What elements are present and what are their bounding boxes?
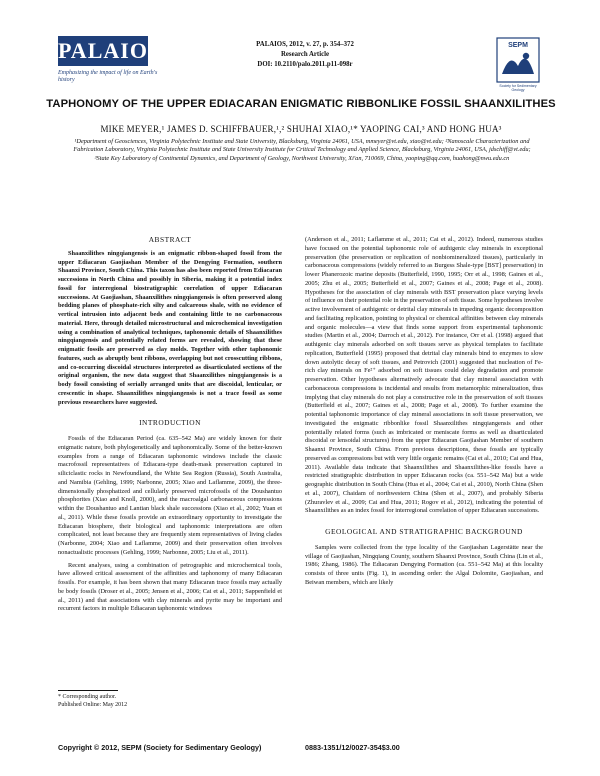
corresponding-author-note: * Corresponding author.: [58, 694, 117, 700]
sepm-emblem-icon: [493, 36, 543, 84]
sepm-sub-label: Society for Sedimentary Geology: [499, 84, 537, 92]
geology-paragraph-1: Samples were collected from the type locality of the Gaojiashan Lagerstätte near the village of Gaojiashan, Ningqiang County, southern Shaanxi Province, South China (Lin et al., 1986; Zhang, 1986). The Ediacaran Dengying Formation (ca. 551–542 Ma) at this locality consists of three units (Fig. 1), in ascending order: the Algal Dolomite, Gaojiashan, and Beiwan members, which are likely: [305, 543, 543, 586]
intro-paragraph-1: Fossils of the Ediacaran Period (ca. 635–542 Ma) are widely known for their enigmatic nature, both phylogenetically and taphonomically. Some of the better-known examples from a range of Ediacaran taphonomic windows include the classic macrofossil representatives of Ediacara-type death-mask preservation captured in siliciclastic rocks in Newfoundland, the White Sea Region (Russia), South Australia, and Namibia (Gehling, 1999; Narbonne, 2005; Xiao and Laflamme, 2009), the three-dimensionally phosphatized and cellularly preserved microfossils of the Doushantuo phosphorites (Xiao and Knoll, 2000), and the macroalgal carbonaceous compressions within the Doushantuo and Lantian black shale successions (Xiao et al., 2002; Yuan et al., 2011). While these fossils provide an extraordinary opportunity to investigate the Ediacaran biosphere, their biological and taphonomic interpretations are often complicated, not least because they are frequently stem representatives of living clades (Narbonne, 2004; Xiao and Laflamme, 2009) and their preservation often involves nonactualistic processes (Gehling, 1999; Narbonne, 2005; Liu et al., 2011).: [58, 435, 282, 556]
left-column: [58, 236, 282, 614]
introduction-heading: INTRODUCTION: [139, 418, 201, 428]
sepm-logo: [493, 36, 543, 92]
copyright-notice: Copyright © 2012, SEPM (Society for Sedimentary Geology): [58, 743, 262, 752]
citation: PALAIOS, 2012, v. 27, p. 354–372: [256, 41, 354, 48]
abstract-heading: ABSTRACT: [148, 235, 192, 244]
right-paragraph-1: (Anderson et al., 2011; Laflamme et al., 2011; Cai et al., 2012). Indeed, numerous studies have focused on the potential taphonomic role of authigenic clay minerals in exceptional preservation (the preservation or replication of nonbiomineralized tissues), particularly in carbonaceous compressions (widely referred to as Burgess Shale-type [BST] preservation) in lower Phanerozoic marine deposits (Butterfield, 1990, 1995; Orr et al., 1998; Gaines et al., 2005; Zhu et al., 2005; Butterfield et al., 2007; Gaines et al., 2008; Page et al., 2008). Hypotheses for the association of clay minerals with BST preservation place varying levels of influence on their potential role in the preservation of soft tissue. Some hypotheses involve active involvement of authigenic or detrital clay minerals in impeding organic decomposition and facilitating replication, pointing to physical or chemical affinities between clay minerals and organic molecules—a view that finds some support from experimental taphonomic studies (Martin et al., 2004; Darroch et al., 2012). For instance, Orr et al. (1998) argued that authigenic clay minerals adsorbed on soft tissues serve as physical templates to facilitate replication, Butterfield (1995) proposed that detrital clay minerals bind to enzymes to slow down autolytic decay of soft tissues, and Petrovich (2001) suggested that nucleation of Fe-rich clay minerals on Fe²⁺ adsorbed on soft tissues could delay degradation and promote preservation. Other hypotheses alternatively advocate that clay mineral association with carbonaceous compressions is incidental and results from metamorphic mineralization, thus implying that clay minerals do not play a constructive role in the preservation of soft tissues (Butterfield et al., 2007; Gaines et al., 2008; Page et al., 2008). To further examine the potential taphonomic importance of clay mineral associations in soft tissue preservation, we investigated the enigmatic ribbonlike fossil Shaanxilithes ningqiangensis and other potentially related forms (such as imbricated or meniscate forms as well as disarticulated discoidal or lensoidal structures) from the upper Ediacaran Gaojiashan Member of southern Shaanxi Province, South China. From previous descriptions, these fossils are typically preserved as compressions but with very little organic remains (Cai et al., 2010; Cai and Hua, 2011). Available data indicate that Shaanxilithes and Shaanxilithes-like fossils have a restricted stratigraphic distribution in upper Ediacaran rocks (ca. 551–542 Ma) but a wide geographic distribution in South China (Hua et al., 2004; Cai et al., 2010), North China (Shen et al., 2007), Chaidam of northwestern China (Shen et al., 2007), and probably Siberia (Zhuravlev et al., 2009; Cai and Hua, 2011; Rogov et al., 2012), indicating the potential of Shaanxilithes as an index fossil for interregional correlation of upper Ediacaran successions.: [305, 236, 543, 515]
palaios-logo: PALAIOS: [58, 36, 148, 66]
right-column: [305, 236, 543, 588]
footnote-divider: [58, 690, 118, 691]
article-type: Research Article: [281, 51, 329, 58]
issn-price: 0883-1351/12/0027-354$3.00: [305, 743, 400, 752]
article-title: TAPHONOMY OF THE UPPER EDIACARAN ENIGMATIC RIBBONLIKE FOSSIL SHAANXILITHES: [46, 98, 556, 110]
geology-heading: GEOLOGICAL AND STRATIGRAPHIC BACKGROUND: [325, 527, 523, 536]
abstract-text: Shaanxilithes ningqiangensis is an enigmatic ribbon-shaped fossil from the upper Ediacaran Gaojiashan Member of the Dengying Formation, southern Shaanxi Province, South China. This taxon has also been reported from Ediacaran successions in North China and possibly in Siberia, making it a potential index fossil for interregional biostratigraphic correlation of upper Ediacaran successions. At Gaojiashan, Shaanxilithes ningqiangensis is often preserved along bedding planes of phosphate-rich silty and calcareous shale, with no evidence of vertical intrusion into adjacent beds and containing little to no carbonaceous material. Here, through detailed microstructural and microchemical investigation using a combination of analytical techniques, taphonomic details of Shaanxilithes ningqiangensis and potentially related forms are revealed, showing that these enigmatic fossils are preserved as clay molds. Together with other taphonomic features, such as abruptly bent ribbons, overlapping but not crosscutting ribbons, and co-occurring discoidal structures interpreted as disarticulated sections of the original organism, the new data suggest that Shaanxilithes ningqiangensis is a body fossil consisting of serially arranged units that are discoidal, lenticular, or crescentic in shape. Shaanxilithes ningqiangensis is not a trace fossil as some previous researchers have suggested.: [58, 249, 282, 406]
journal-tagline: Emphasizing the impact of life on Earth's history: [58, 70, 158, 83]
sepm-label: SEPM: [508, 42, 528, 49]
footnotes: [58, 693, 282, 709]
affiliations: ¹Department of Geosciences, Virginia Polytechnic Institute and State University, Blacksburg, Virginia 24061, USA, mmeyer@vt.edu, xiao@vt.edu; ²Nanoscale Characterization and Fabrication Laboratory, Virginia Polytechnic Institute and State University Institute for Critical Technology and Applied Science, Blacksburg, Virginia 24061, USA, jdschiff@vt.edu; ³State Key Laboratory of Continental Dynamics, and Department of Geology, Northwest University, Xi'an, 710069, China, yaoping@qq.com, huahong@nwu.edu.cn: [73, 138, 531, 162]
journal-citation-block: [232, 40, 378, 70]
doi: DOI: 10.2110/palo.2011.p11-098r: [257, 61, 353, 68]
author-list: MIKE MEYER,¹ JAMES D. SCHIFFBAUER,¹,² SHUHAI XIAO,¹* YAOPING CAI,³ AND HONG HUA³: [100, 124, 502, 134]
intro-paragraph-2: Recent analyses, using a combination of petrographic and microchemical tools, have allowed critical assessment of the affinities and taphonomy of many Ediacaran fossils. For example, it has been shown that many Ediacaran trace fossils may actually be body fossils (Droser et al., 2005; Jensen et al., 2006; Cai et al., 2011; Sappenfield et al., 2011) and that associations with clay minerals and pyrite may be important and recurrent factors in multiple Ediacaran taphonomic windows: [58, 561, 282, 613]
published-online-note: Published Online: May 2012: [58, 702, 128, 708]
